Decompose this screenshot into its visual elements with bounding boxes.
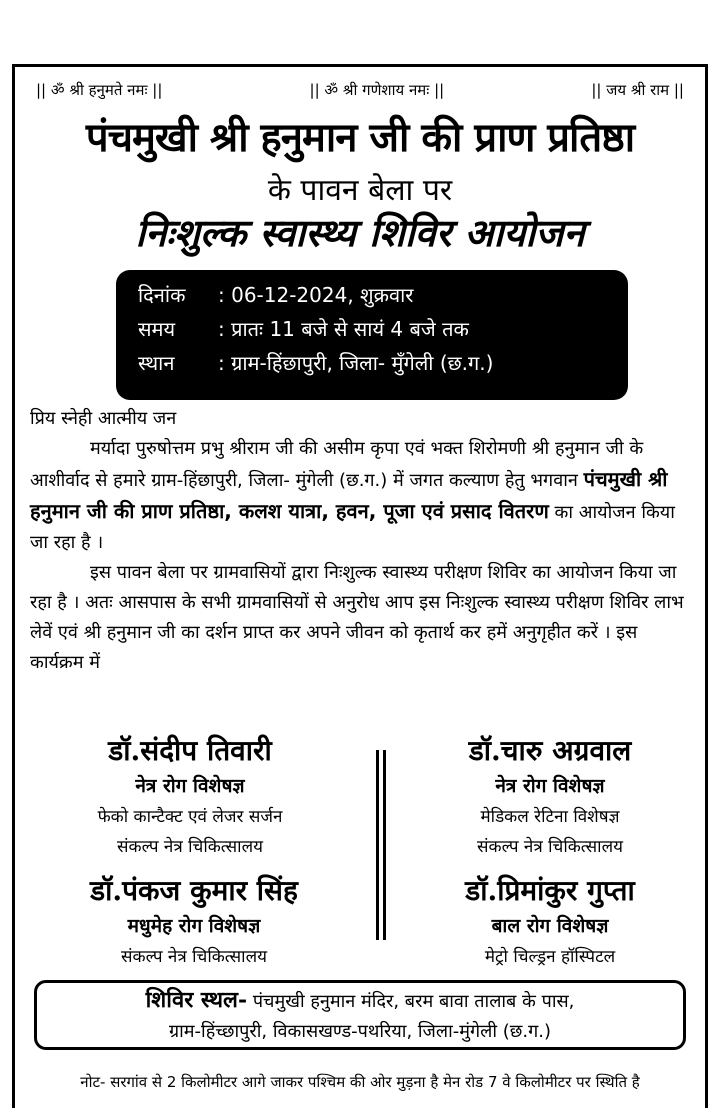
doctor-hospital: संकल्प नेत्र चिकित्सालय: [477, 837, 623, 857]
doctor-detail: फेको कान्टैक्ट एवं लेजर सर्जन: [97, 807, 283, 827]
column-divider: [376, 750, 386, 940]
place-row: [138, 346, 628, 380]
doctor-card-charu: [400, 732, 700, 862]
venue-box: [34, 980, 686, 1050]
mantra-ram: || जय श्री राम ||: [591, 81, 684, 99]
doctor-detail: मेडिकल रेटिना विशेषज्ञ: [480, 807, 620, 827]
place-value: : ग्राम-हिंछापुरी, जिला- मुँगेली (छ.ग.): [218, 351, 494, 375]
time-row: [138, 312, 628, 346]
time-label: समय: [138, 317, 176, 341]
sub-title: के पावन बेला पर: [267, 173, 453, 208]
doctor-name: डॉ.संदीप तिवारी: [108, 734, 272, 767]
doctor-specialty: मधुमेह रोग विशेषज्ञ: [127, 915, 261, 937]
doctor-card-sandeep: [30, 732, 350, 862]
paragraph-1-highlight: पंचमुखी श्री हनुमान जी की प्राण प्रतिष्ठा, कलश यात्रा, हवन, पूजा एवं प्रसाद वितरण: [30, 467, 668, 523]
mantra-row: [14, 80, 706, 100]
doctor-hospital: मेट्रो चिल्ड्रन हॉस्पिटल: [484, 947, 616, 967]
paragraph-1-end: का आयोजन किया जा रहा है ।: [30, 502, 675, 553]
doctor-specialty: नेत्र रोग विशेषज्ञ: [495, 775, 605, 797]
mantra-hanuman: || ॐ श्री हनुमते नमः ||: [36, 81, 163, 99]
paragraph-1: [30, 434, 694, 558]
doctor-name: डॉ.प्रिमांकुर गुप्ता: [465, 874, 635, 907]
main-title: पंचमुखी श्री हनुमान जी की प्राण प्रतिष्ठा: [85, 114, 635, 161]
paragraph-2: इस पावन बेला पर ग्रामवासियों द्वारा निःशुल्क स्वास्थ्य परीक्षण शिविर का आयोजन किया जा रहा है । अतः आसपास के सभी ग्रामवासियों से अनुरोध आप इस निःशुल्क स्वास्थ्य परीक्षण शिविर लाभ लेवें एवं श्री हनुमान जी का दर्शन प्राप्त कर अपने जीवन को कृतार्थ कर हमें अनुगृहीत करें । इस कार्यक्रम में: [30, 562, 684, 673]
time-value: : प्रातः 11 बजे से सायं 4 बजे तक: [218, 317, 469, 341]
date-row: [138, 278, 628, 312]
venue-address-1: पंचमुखी हनुमान मंदिर, बरम बावा तालाब के पास,: [252, 991, 575, 1012]
invitation-body: [30, 404, 694, 678]
venue-address-2: ग्राम-हिंच्छापुरी, विकासखण्ड-पथरिया, जिला-मुंगेली (छ.ग.): [168, 1021, 551, 1042]
mantra-ganesh: || ॐ श्री गणेशाय नमः ||: [309, 81, 445, 99]
event-info-box: [116, 270, 628, 400]
doctor-specialty: बाल रोग विशेषज्ञ: [491, 915, 609, 937]
date-value: : 06-12-2024, शुक्रवार: [218, 283, 414, 307]
event-title: निःशुल्क स्वास्थ्य शिविर आयोजन: [135, 210, 585, 255]
date-label: दिनांक: [138, 283, 186, 307]
paragraph-1-start: मर्यादा पुरुषोत्तम प्रभु श्रीराम जी की असीम कृपा एवं भक्त शिरोमणी श्री हनुमान जी के आशीर्वाद से हमारे ग्राम-हिंछापुरी, जिला- मुंगेली (छ.ग.) में जगत कल्याण हेतु भगवान: [30, 438, 644, 491]
venue-line-1: [37, 985, 683, 1017]
doctor-hospital: संकल्प नेत्र चिकित्सालय: [121, 947, 267, 967]
greeting: प्रिय स्नेही आत्मीय जन: [30, 408, 177, 429]
direction-note: नोट- सरगांव से 2 किलोमीटर आगे जाकर पश्चिम की ओर मुड़ना है मेन रोड 7 वे किलोमीटर पर स्थिति है: [80, 1073, 640, 1091]
doctor-specialty: नेत्र रोग विशेषज्ञ: [135, 775, 245, 797]
doctor-card-pankaj: [24, 872, 364, 972]
doctor-name: डॉ.पंकज कुमार सिंह: [90, 874, 298, 907]
doctor-card-primankur: [400, 872, 700, 972]
doctor-name: डॉ.चारु अग्रवाल: [468, 734, 632, 767]
venue-label: शिविर स्थल-: [145, 987, 248, 1013]
doctor-hospital: संकल्प नेत्र चिकित्सालय: [117, 837, 263, 857]
place-label: स्थान: [138, 351, 175, 375]
